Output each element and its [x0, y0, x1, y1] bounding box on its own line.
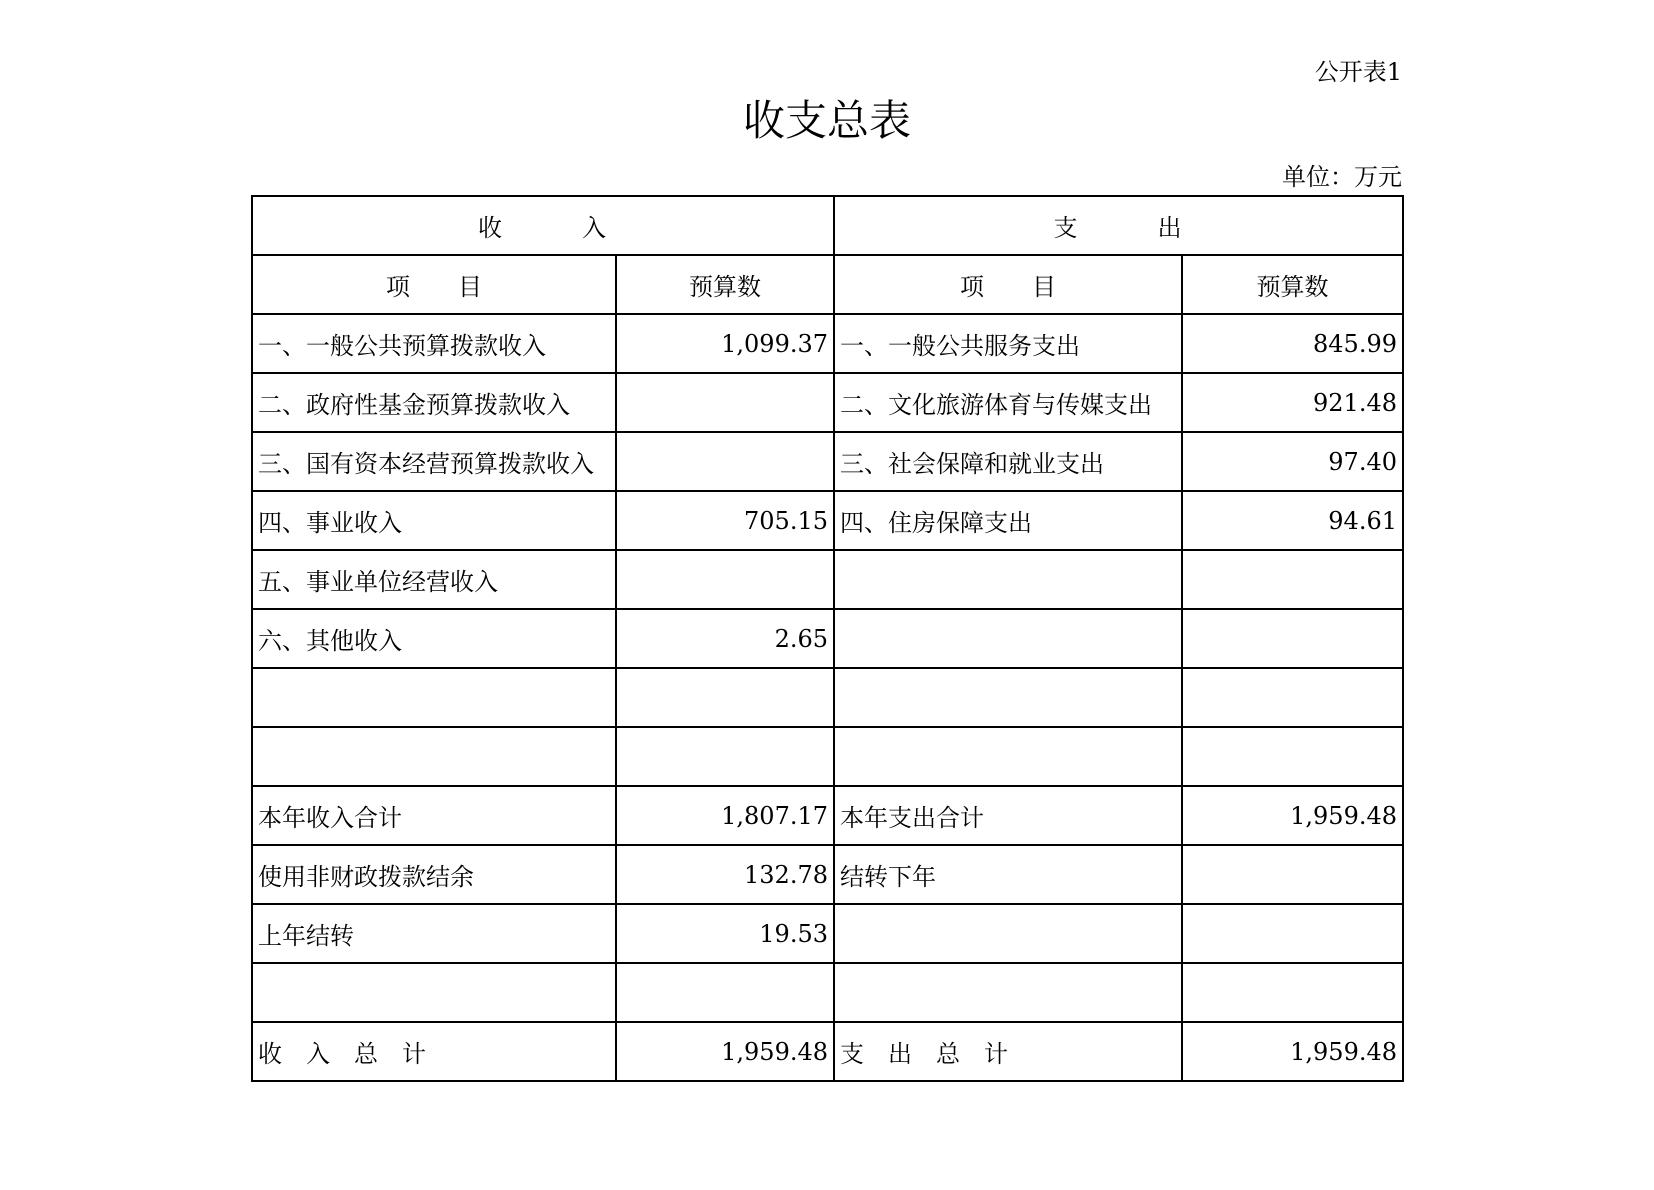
document-code: 公开表1 — [1314, 58, 1402, 86]
table-row — [252, 786, 1403, 845]
income-item-cell — [252, 963, 616, 1022]
expense-amount-cell: 845.99 — [1182, 314, 1403, 373]
expense-item-column-header: 项 目 — [834, 255, 1182, 314]
expense-item-cell: 支 出 总 计 — [834, 1022, 1182, 1081]
expense-item-cell — [834, 963, 1182, 1022]
table-row — [252, 550, 1403, 609]
income-amount-cell — [616, 550, 834, 609]
expense-item-cell — [834, 668, 1182, 727]
table-row — [252, 314, 1403, 373]
income-item-cell — [252, 668, 616, 727]
table-row — [252, 373, 1403, 432]
income-amount-cell — [616, 668, 834, 727]
income-amount-cell: 2.65 — [616, 609, 834, 668]
income-item-cell: 六、其他收入 — [252, 609, 616, 668]
expense-item-cell: 结转下年 — [834, 845, 1182, 904]
income-item-cell: 本年收入合计 — [252, 786, 616, 845]
expense-amount-cell — [1182, 550, 1403, 609]
income-amount-column-header: 预算数 — [616, 255, 834, 314]
income-item-cell: 四、事业收入 — [252, 491, 616, 550]
expense-amount-cell — [1182, 727, 1403, 786]
budget-summary-table — [251, 195, 1404, 1082]
income-amount-cell — [616, 727, 834, 786]
expense-amount-cell — [1182, 668, 1403, 727]
table-row — [252, 491, 1403, 550]
page-title: 收支总表 — [742, 96, 911, 145]
expense-item-cell: 一、一般公共服务支出 — [834, 314, 1182, 373]
expense-amount-cell — [1182, 845, 1403, 904]
expense-amount-cell: 94.61 — [1182, 491, 1403, 550]
table-row — [252, 668, 1403, 727]
expense-amount-cell — [1182, 904, 1403, 963]
expense-amount-cell — [1182, 609, 1403, 668]
expense-item-cell: 四、住房保障支出 — [834, 491, 1182, 550]
expense-item-cell — [834, 727, 1182, 786]
expense-amount-cell: 921.48 — [1182, 373, 1403, 432]
income-amount-cell — [616, 963, 834, 1022]
table-row — [252, 1022, 1403, 1081]
income-amount-cell — [616, 432, 834, 491]
column-header-row — [252, 255, 1403, 314]
income-amount-cell: 1,807.17 — [616, 786, 834, 845]
income-amount-cell: 19.53 — [616, 904, 834, 963]
income-item-cell: 收 入 总 计 — [252, 1022, 616, 1081]
income-amount-cell: 1,959.48 — [616, 1022, 834, 1081]
expense-item-cell: 三、社会保障和就业支出 — [834, 432, 1182, 491]
income-item-cell — [252, 727, 616, 786]
table-row — [252, 727, 1403, 786]
expense-amount-column-header: 预算数 — [1182, 255, 1403, 314]
expense-section-header: 支 出 — [834, 196, 1403, 255]
income-item-cell: 二、政府性基金预算拨款收入 — [252, 373, 616, 432]
expense-item-cell — [834, 550, 1182, 609]
income-amount-cell: 132.78 — [616, 845, 834, 904]
income-item-cell: 三、国有资本经营预算拨款收入 — [252, 432, 616, 491]
income-item-cell: 五、事业单位经营收入 — [252, 550, 616, 609]
income-item-cell: 使用非财政拨款结余 — [252, 845, 616, 904]
income-item-column-header: 项 目 — [252, 255, 616, 314]
expense-amount-cell: 1,959.48 — [1182, 1022, 1403, 1081]
expense-item-cell: 本年支出合计 — [834, 786, 1182, 845]
table-row — [252, 904, 1403, 963]
income-item-cell: 一、一般公共预算拨款收入 — [252, 314, 616, 373]
table-row — [252, 845, 1403, 904]
income-amount-cell: 1,099.37 — [616, 314, 834, 373]
income-section-header: 收 入 — [252, 196, 834, 255]
expense-item-cell: 二、文化旅游体育与传媒支出 — [834, 373, 1182, 432]
expense-amount-cell: 1,959.48 — [1182, 786, 1403, 845]
income-amount-cell — [616, 373, 834, 432]
expense-amount-cell: 97.40 — [1182, 432, 1403, 491]
table-row — [252, 609, 1403, 668]
table-row — [252, 432, 1403, 491]
income-amount-cell: 705.15 — [616, 491, 834, 550]
expense-item-cell — [834, 904, 1182, 963]
table-row — [252, 963, 1403, 1022]
unit-label: 单位：万元 — [1282, 163, 1402, 191]
income-item-cell: 上年结转 — [252, 904, 616, 963]
expense-amount-cell — [1182, 963, 1403, 1022]
section-header-row — [252, 196, 1403, 255]
expense-item-cell — [834, 609, 1182, 668]
